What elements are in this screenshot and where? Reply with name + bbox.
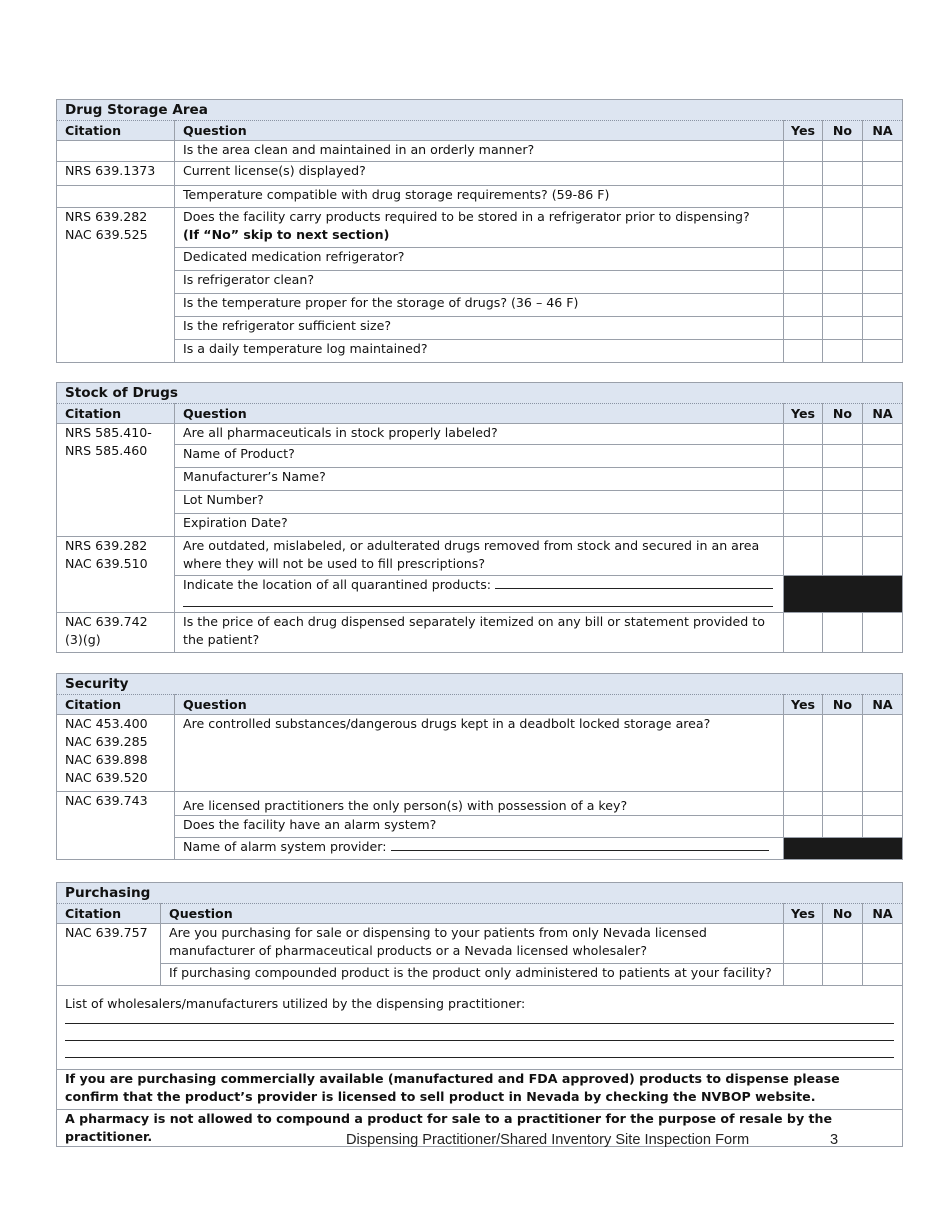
question-cell: Is a daily temperature log maintained? [175,340,784,363]
no-checkbox[interactable] [823,248,863,271]
citation-cell [57,424,175,537]
na-checkbox[interactable] [863,317,903,340]
no-checkbox[interactable] [823,514,863,537]
question-cell: Name of Product? [175,445,784,468]
no-checkbox[interactable] [823,715,863,792]
na-checkbox[interactable] [863,445,903,468]
citation-line: NRS 585.460 [65,443,148,458]
yes-checkbox[interactable] [784,964,823,986]
question-header: Question [161,904,784,924]
citation-header: Citation [57,904,161,924]
question-cell: Dedicated medication refrigerator? [175,248,784,271]
na-checkbox[interactable] [863,816,903,838]
citation-cell [57,715,175,792]
drug-storage-table [56,99,903,363]
question-header: Question [175,121,784,141]
yes-checkbox[interactable] [784,317,823,340]
question-header: Question [175,695,784,715]
citation-cell [57,186,175,208]
na-checkbox[interactable] [863,514,903,537]
citation-line: NAC 639.898 [65,752,148,767]
citation-line: NAC 639.742 [65,614,148,629]
question-cell: Is the area clean and maintained in an orderly manner? [175,141,784,162]
citation-header: Citation [57,695,175,715]
no-checkbox[interactable] [823,208,863,248]
citation-line: NAC 639.525 [65,227,148,242]
na-checkbox[interactable] [863,294,903,317]
na-checkbox[interactable] [863,964,903,986]
question-cell: Is refrigerator clean? [175,271,784,294]
na-checkbox[interactable] [863,924,903,964]
yes-checkbox[interactable] [784,537,823,576]
yes-checkbox[interactable] [784,468,823,491]
citation-cell: NAC 639.743 [57,792,175,860]
question-cell: Expiration Date? [175,514,784,537]
no-checkbox[interactable] [823,468,863,491]
blacked-out-cell [784,576,903,613]
question-cell: Are outdated, mislabeled, or adulterated drugs removed from stock and secured in an area where they will not be used to fill prescriptions? [175,537,784,576]
wholesaler-line-1[interactable] [65,1023,894,1024]
question-cell: Are all pharmaceuticals in stock properly labeled? [175,424,784,445]
yes-checkbox[interactable] [784,294,823,317]
yes-checkbox[interactable] [784,613,823,653]
na-checkbox[interactable] [863,186,903,208]
citation-cell: NAC 639.757 [57,924,161,986]
citation-header: Citation [57,121,175,141]
no-checkbox[interactable] [823,924,863,964]
no-checkbox[interactable] [823,162,863,186]
citation-cell [57,613,175,653]
yes-checkbox[interactable] [784,514,823,537]
alarm-provider-field[interactable] [391,838,769,851]
yes-checkbox[interactable] [784,491,823,514]
na-header: NA [863,904,903,924]
no-checkbox[interactable] [823,340,863,363]
na-checkbox[interactable] [863,491,903,514]
no-header: No [823,121,863,141]
yes-checkbox[interactable] [784,208,823,248]
citation-cell: NRS 639.1373 [57,162,175,186]
yes-checkbox[interactable] [784,816,823,838]
no-checkbox[interactable] [823,424,863,445]
yes-checkbox[interactable] [784,141,823,162]
na-checkbox[interactable] [863,468,903,491]
citation-header: Citation [57,404,175,424]
na-checkbox[interactable] [863,208,903,248]
citation-line: NRS 639.282 [65,209,148,224]
alarm-provider-label: Name of alarm system provider: [183,839,387,854]
section-title: Purchasing [57,883,903,904]
na-checkbox[interactable] [863,613,903,653]
question-cell: Manufacturer’s Name? [175,468,784,491]
question-cell: Is the refrigerator sufficient size? [175,317,784,340]
stock-of-drugs-table [56,382,903,653]
yes-checkbox[interactable] [784,271,823,294]
yes-checkbox[interactable] [784,248,823,271]
purchasing-table [56,882,903,1147]
question-text: Does the facility carry products required to be stored in a refrigerator prior to dispensing? [183,209,750,224]
yes-checkbox[interactable] [784,445,823,468]
wholesaler-list-label: List of wholesalers/manufacturers utilized by the dispensing practitioner: [65,996,526,1011]
question-cell: Is the price of each drug dispensed separately itemized on any bill or statement provided to the patient? [175,613,784,653]
question-cell: Does the facility have an alarm system? [175,816,784,838]
question-cell [175,208,784,248]
page-number: 3 [830,1132,839,1148]
nvbop-notice: If you are purchasing commercially available (manufactured and FDA approved) products to dispense please confirm that the product’s provider is licensed to sell product in Nevada by checking the NVBOP website. [57,1070,903,1110]
na-header: NA [863,404,903,424]
yes-checkbox[interactable] [784,792,823,816]
yes-checkbox[interactable] [784,162,823,186]
citation-line: NRS 639.282 [65,538,148,553]
wholesaler-line-2[interactable] [65,1040,894,1041]
na-checkbox[interactable] [863,537,903,576]
section-title: Drug Storage Area [57,100,903,121]
no-checkbox[interactable] [823,445,863,468]
section-title: Stock of Drugs [57,383,903,404]
question-cell [175,838,784,860]
citation-line: NAC 453.400 [65,716,148,731]
no-checkbox[interactable] [823,294,863,317]
yes-header: Yes [784,121,823,141]
question-cell: Is the temperature proper for the storage of drugs? (36 – 46 F) [175,294,784,317]
no-checkbox[interactable] [823,317,863,340]
yes-checkbox[interactable] [784,424,823,445]
yes-checkbox[interactable] [784,924,823,964]
citation-line: NRS 585.410- [65,425,152,440]
na-checkbox[interactable] [863,715,903,792]
no-header: No [823,904,863,924]
yes-checkbox[interactable] [784,186,823,208]
citation-cell [57,537,175,613]
quarantine-label: Indicate the location of all quarantined products: [183,577,491,592]
section-title: Security [57,674,903,695]
footer-title: Dispensing Practitioner/Shared Inventory Site Inspection Form [346,1132,750,1148]
wholesaler-list-cell [57,986,903,1070]
no-header: No [823,404,863,424]
question-cell: Are licensed practitioners the only person(s) with possession of a key? [175,792,784,816]
no-header: No [823,695,863,715]
yes-header: Yes [784,404,823,424]
compound-notice: A pharmacy is not allowed to compound a product for sale to a practitioner for the purpose of resale by the practitioner. [57,1110,903,1147]
no-checkbox[interactable] [823,816,863,838]
security-table [56,673,903,860]
na-checkbox[interactable] [863,424,903,445]
quarantine-location-field[interactable] [495,576,773,589]
na-checkbox[interactable] [863,340,903,363]
question-cell: If purchasing compounded product is the product only administered to patients at your facility? [161,964,784,986]
question-cell: Are controlled substances/dangerous drugs kept in a deadbolt locked storage area? [175,715,784,792]
citation-line: NAC 639.285 [65,734,148,749]
no-checkbox[interactable] [823,792,863,816]
question-cell: Are you purchasing for sale or dispensing to your patients from only Nevada licensed manufacturer of pharmaceutical products or a Nevada licensed wholesaler? [161,924,784,964]
question-cell: Current license(s) displayed? [175,162,784,186]
citation-line: NAC 639.510 [65,556,148,571]
na-checkbox[interactable] [863,162,903,186]
skip-instruction: (If “No” skip to next section) [183,227,390,242]
wholesaler-line-3[interactable] [65,1057,894,1058]
no-checkbox[interactable] [823,141,863,162]
no-checkbox[interactable] [823,271,863,294]
yes-header: Yes [784,904,823,924]
no-checkbox[interactable] [823,186,863,208]
na-header: NA [863,695,903,715]
question-cell [175,576,784,613]
page-footer [346,1132,839,1148]
question-cell: Temperature compatible with drug storage requirements? (59-86 F) [175,186,784,208]
na-checkbox[interactable] [863,271,903,294]
na-checkbox[interactable] [863,248,903,271]
blacked-out-cell [784,838,903,860]
no-checkbox[interactable] [823,964,863,986]
na-checkbox[interactable] [863,792,903,816]
yes-checkbox[interactable] [784,340,823,363]
quarantine-location-field-line2[interactable] [183,594,773,607]
no-checkbox[interactable] [823,537,863,576]
citation-cell [57,208,175,363]
question-cell: Lot Number? [175,491,784,514]
no-checkbox[interactable] [823,491,863,514]
yes-header: Yes [784,695,823,715]
no-checkbox[interactable] [823,613,863,653]
question-header: Question [175,404,784,424]
na-checkbox[interactable] [863,141,903,162]
citation-cell [57,141,175,162]
yes-checkbox[interactable] [784,715,823,792]
na-header: NA [863,121,903,141]
citation-line: NAC 639.520 [65,770,148,785]
citation-line: (3)(g) [65,632,101,647]
